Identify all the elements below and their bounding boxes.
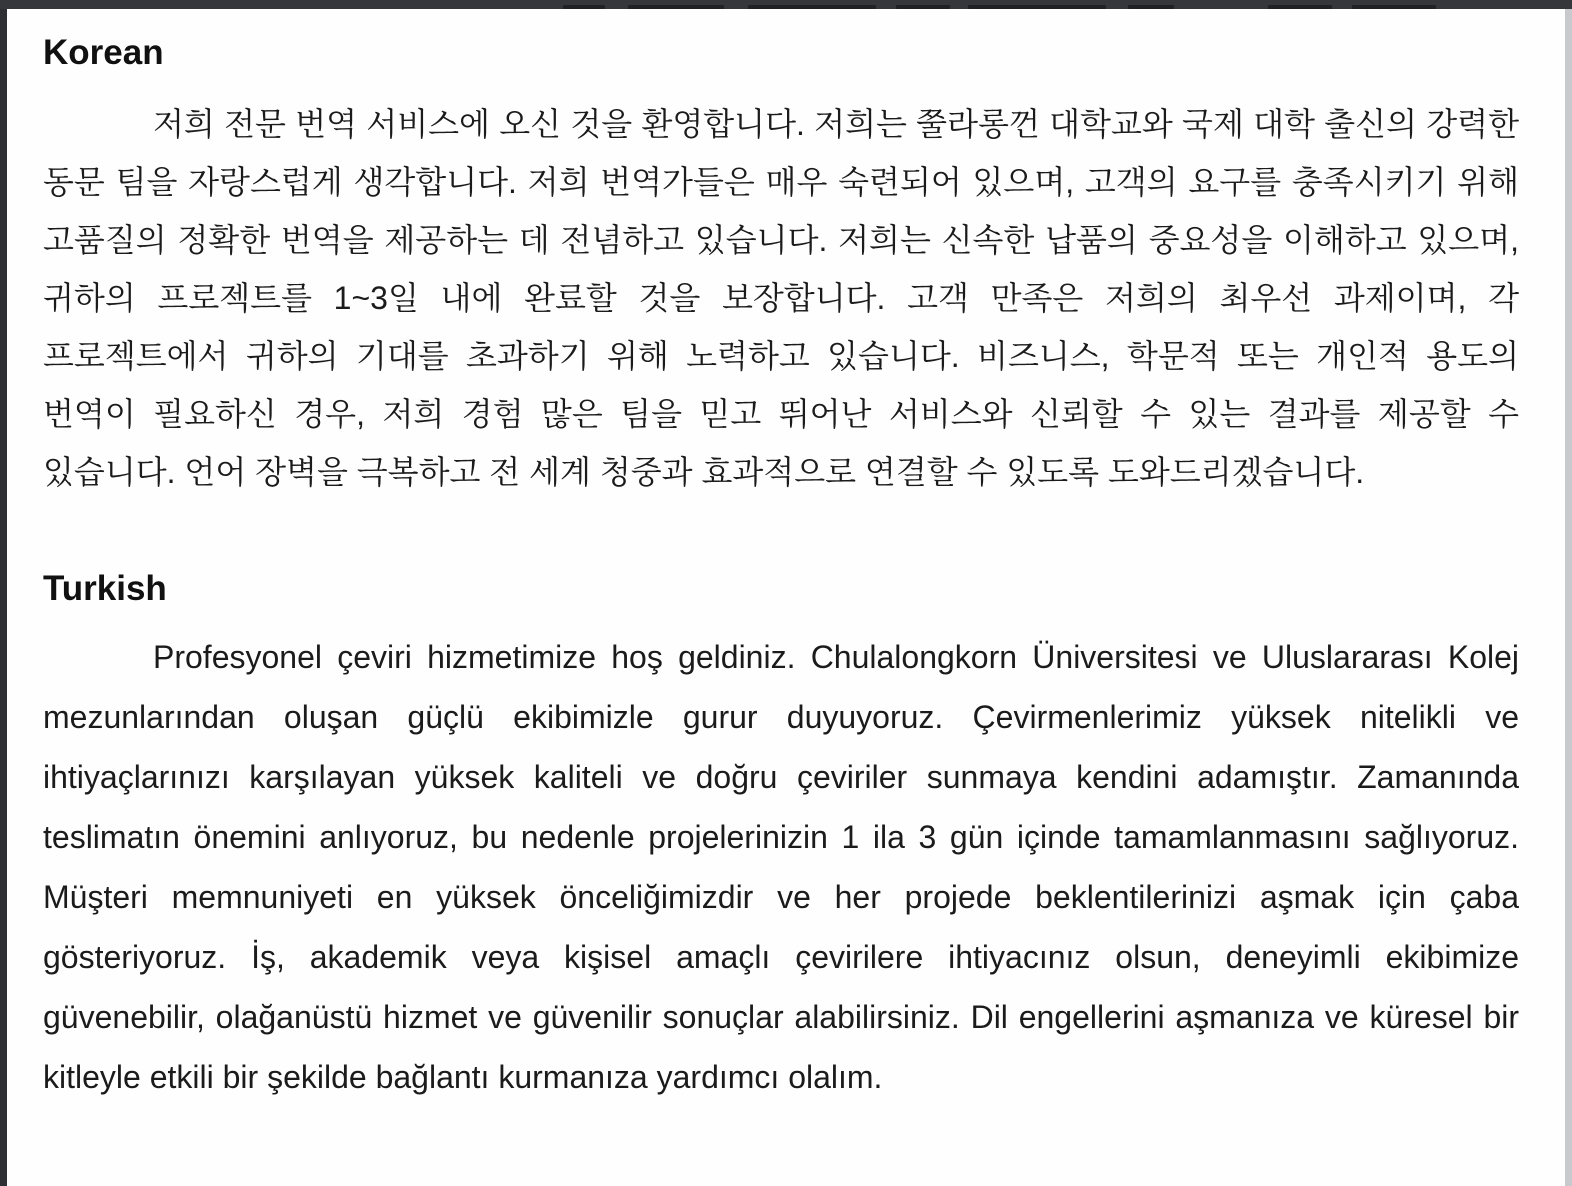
cutoff-title-text-fragment [628,5,724,9]
section-heading-turkish: Turkish [43,569,167,608]
left-edge-strip [0,0,7,1186]
cutoff-title-text-fragment [968,5,1106,9]
top-chrome-bar [0,0,1572,9]
document-page [7,9,1565,1186]
turkish-paragraph: Profesyonel çeviri hizmetimize hoş geldiniz. Chulalongkorn Üniversitesi ve Uluslararası Kolej mezunlarından oluşan güçlü ekibimizle gurur duyuyoruz. Çevirmenlerimiz yüksek nitelikli ve ihtiyaçlarınızı karşılayan yüksek kaliteli ve doğru çeviriler sunmaya kendini adamıştır. Zamanında teslimatın önemini anlıyoruz, bu nedenle projelerinizin 1 ila 3 gün içinde tamamlanmasını sağlıyoruz. Müşteri memnuniyeti en yüksek önceliğimizdir ve her projede beklentilerinizi aşmak için çaba gösteriyoruz. İş, akademik veya kişisel amaçlı çevirilere ihtiyacınız olsun, deneyimli ekibimize güvenebilir, olağanüstü hizmet ve güvenilir sonuçlar alabilirsiniz. Dil engellerini aşmanıza ve küresel bir kitleyle etkili bir şekilde bağlantı kurmanıza yardımcı olalım. [43,639,1519,1095]
cutoff-title-text-fragment [563,5,605,9]
cutoff-title-text-fragment [896,5,950,9]
section-korean [43,33,1519,501]
section-turkish [43,569,1519,1107]
korean-paragraph: 저희 전문 번역 서비스에 오신 것을 환영합니다. 저희는 쭐라롱껀 대학교와 국제 대학 출신의 강력한 동문 팀을 자랑스럽게 생각합니다. 저희 번역가들은 매우 숙련되어 있으며, 고객의 요구를 충족시키기 위해 고품질의 정확한 번역을 제공하는 데 전념하고 있습니다. 저희는 신속한 납품의 중요성을 이해하고 있으며, 귀하의 프로젝트를 1~3일 내에 완료할 것을 보장합니다. 고객 만족은 저희의 최우선 과제이며, 각 프로젝트에서 귀하의 기대를 초과하기 위해 노력하고 있습니다. 비즈니스, 학문적 또는 개인적 용도의 번역이 필요하신 경우, 저희 경험 많은 팀을 믿고 뛰어난 서비스와 신뢰할 수 있는 결과를 제공할 수 있습니다. 언어 장벽을 극복하고 전 세계 청중과 효과적으로 연결할 수 있도록 도와드리겠습니다. [43,106,1519,490]
cutoff-title-text-fragment [748,5,876,9]
section-heading-korean: Korean [43,33,164,72]
cutoff-title-text-fragment [1128,5,1174,9]
cutoff-title-text-fragment [1352,5,1436,9]
right-edge-strip [1565,9,1572,1186]
cutoff-title-text-fragment [1268,5,1332,9]
